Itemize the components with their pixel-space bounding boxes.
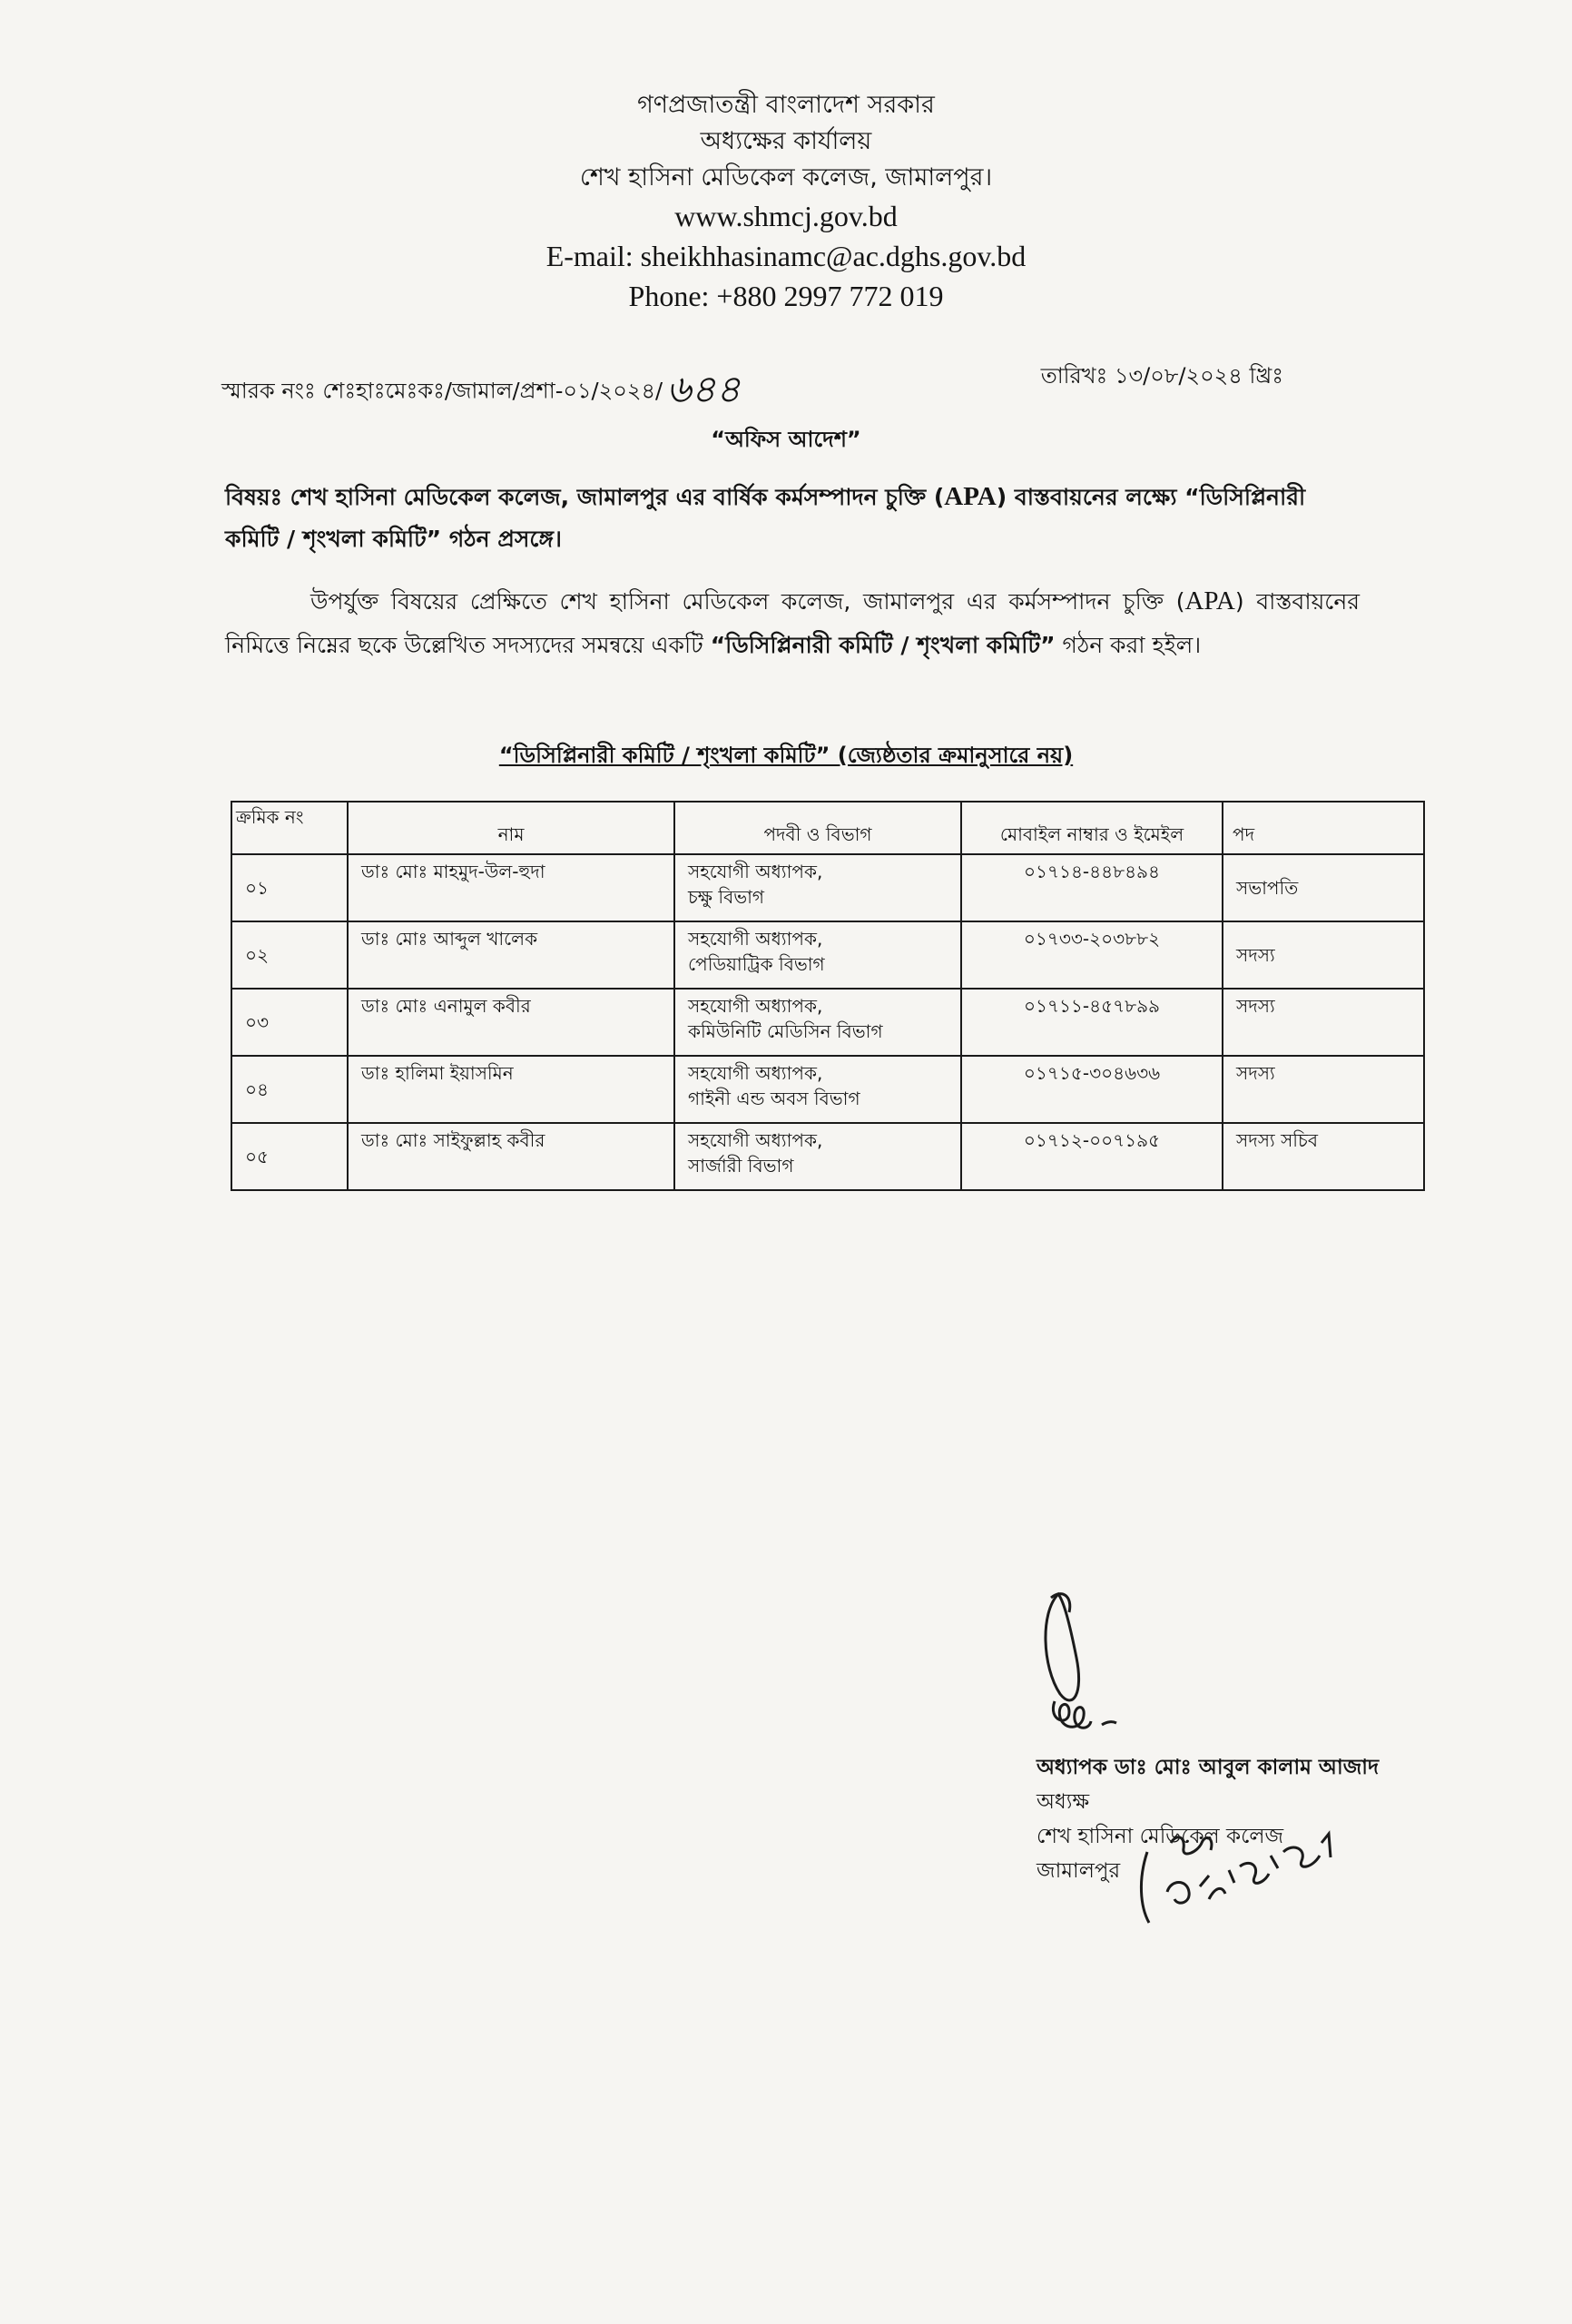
row-post: সদস্য সচিব [1223, 1123, 1424, 1190]
header-post: পদ [1223, 802, 1424, 854]
email-address[interactable]: E-mail: sheikhhasinamc@ac.dghs.gov.bd [545, 240, 1027, 272]
website-link[interactable]: www.shmcj.gov.bd [674, 200, 898, 232]
signatory-name: অধ্যাপক ডাঃ মোঃ আবুল কালাম আজাদ [1037, 1756, 1380, 1779]
phone-number: Phone: +880 2997 772 019 [628, 280, 944, 312]
row-post: সদস্য [1223, 989, 1424, 1056]
department-text: কমিউনিটি মেডিসিন বিভাগ [688, 1020, 883, 1042]
subject [225, 476, 1360, 560]
body-part2: ) বাস্তবায়নের নিমিত্তে নিম্নের ছকে উল্লেখিত সদস্যদের সমন্বয়ে একটি [225, 588, 1361, 658]
principal-signature [1033, 1585, 1142, 1739]
row-mobile: ০১৭১৪-৪৪৮৪৯৪ [961, 854, 1223, 921]
row-name: ডাঃ মোঃ সাইফুল্লাহ কবীর [348, 1123, 674, 1190]
designation-text: সহযোগী অধ্যাপক, [688, 995, 823, 1017]
department-text: গাইনী এন্ড অবস বিভাগ [688, 1088, 860, 1109]
department-text: পেডিয়াট্রিক বিভাগ [688, 953, 825, 975]
department-text: সার্জারী বিভাগ [688, 1155, 794, 1177]
row-mobile: ০১৭৩৩-২০৩৮৮২ [961, 921, 1223, 989]
subject-part1: বিষয়ঃ শেখ হাসিনা মেডিকেল কলেজ, জামালপুর এর বার্ষিক কর্মসম্পাদন চুক্তি ( [225, 484, 945, 510]
body-part3: গঠন করা হইল। [1055, 632, 1202, 658]
row-name: ডাঃ মোঃ আব্দুল খালেক [348, 921, 674, 989]
row-mobile: ০১৭১৫-৩০৪৬৩৬ [961, 1056, 1223, 1123]
signatory-title: অধ্যক্ষ [1037, 1790, 1090, 1814]
row-post: সদস্য [1223, 921, 1424, 989]
row-name: ডাঃ হালিমা ইয়াসমিন [348, 1056, 674, 1123]
row-mobile: ০১৭১১-৪৫৭৮৯৯ [961, 989, 1223, 1056]
header-designation: পদবী ও বিভাগ [674, 802, 961, 854]
memo-number-text: স্মারক নংঃ শেঃহাঃমেঃকঃ/জামাল/প্রশা-০১/২০২৪/ [221, 378, 663, 404]
designation-text: সহযোগী অধ্যাপক, [688, 861, 823, 882]
row-designation [674, 1056, 961, 1123]
government-name: গণপ্রজাতন্ত্রী বাংলাদেশ সরকার [637, 91, 935, 119]
row-post: সভাপতি [1223, 854, 1424, 921]
letterhead [0, 87, 1572, 316]
memo-handwritten-number: ৬৪৪ [666, 367, 741, 411]
row-serial: ০৫ [231, 1123, 348, 1190]
body-apa: APA [1184, 586, 1235, 615]
committee-table [231, 801, 1425, 1191]
body-committee-name: “ডিসিপ্লিনারী কমিটি / শৃংখলা কমিটি” [710, 632, 1056, 658]
memo-number [221, 359, 741, 424]
row-serial: ০২ [231, 921, 348, 989]
memo-date: তারিখঃ ১৩/০৮/২০২৪ খ্রিঃ [1040, 363, 1283, 389]
subject-apa: APA [944, 482, 997, 511]
row-serial: ০১ [231, 854, 348, 921]
table-title: “ডিসিপ্লিনারী কমিটি / শৃংখলা কমিটি” (জ্যেষ্ঠতার ক্রমানুসারে নয়) [498, 743, 1074, 768]
row-mobile: ০১৭১২-০০৭১৯৫ [961, 1123, 1223, 1190]
dated-initial-mark [1135, 1816, 1352, 1934]
row-designation [674, 1123, 961, 1190]
row-serial: ০৪ [231, 1056, 348, 1123]
order-title: “অফিস আদেশ” [711, 427, 861, 452]
header-serial: ক্রমিক নং [231, 802, 348, 854]
body-paragraph [225, 579, 1360, 667]
department-text: চক্ষু বিভাগ [688, 886, 765, 908]
college-name: শেখ হাসিনা মেডিকেল কলেজ, জামালপুর। [579, 163, 993, 192]
table-row [231, 989, 1424, 1056]
table-row [231, 921, 1424, 989]
office-name: অধ্যক্ষের কার্যালয় [700, 127, 872, 155]
table-row [231, 1123, 1424, 1190]
row-designation [674, 921, 961, 989]
subject-part2: ) বাস্তবায়নের লক্ষ্যে “ডিসিপ্লিনারী কমিটি / শৃংখলা কমিটি” গঠন প্রসঙ্গে। [225, 484, 1306, 552]
body-part1: উপর্যুক্ত বিষয়ের প্রেক্ষিতে শেখ হাসিনা মেডিকেল কলেজ, জামালপুর এর কর্মসম্পাদন চুক্তি ( [310, 588, 1185, 615]
row-name: ডাঃ মোঃ মাহমুদ-উল-হুদা [348, 854, 674, 921]
memo-row [221, 359, 1283, 411]
row-name: ডাঃ মোঃ এনামুল কবীর [348, 989, 674, 1056]
row-post: সদস্য [1223, 1056, 1424, 1123]
table-row [231, 1056, 1424, 1123]
signatory-institution: শেখ হাসিনা মেডিকেল কলেজ [1037, 1825, 1284, 1848]
header-name: নাম [348, 802, 674, 854]
row-serial: ০৩ [231, 989, 348, 1056]
row-designation [674, 989, 961, 1056]
designation-text: সহযোগী অধ্যাপক, [688, 928, 823, 950]
header-mobile: মোবাইল নাম্বার ও ইমেইল [961, 802, 1223, 854]
table-header-row [231, 802, 1424, 854]
table-row [231, 854, 1424, 921]
designation-text: সহযোগী অধ্যাপক, [688, 1129, 823, 1151]
designation-text: সহযোগী অধ্যাপক, [688, 1062, 823, 1084]
signatory-city: জামালপুর [1037, 1859, 1121, 1883]
row-designation [674, 854, 961, 921]
